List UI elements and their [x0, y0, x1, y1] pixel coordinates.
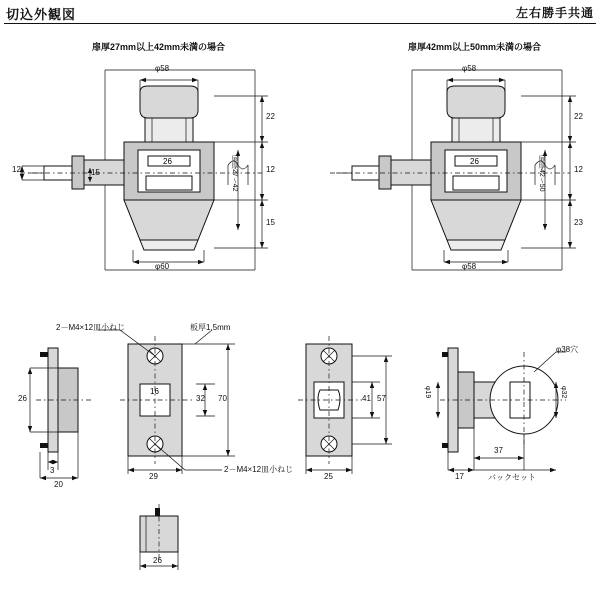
left-dim-right-bot: 15 — [266, 218, 275, 227]
right-dim-right-mid: 12 — [574, 165, 583, 174]
caption-right-case: 扉厚42mm以上50mm未満の場合 — [408, 42, 542, 52]
left-dia-bottom-label: φ60 — [155, 262, 170, 271]
left-dim-right-top: 22 — [266, 112, 275, 121]
v2-bottom-width-label: 29 — [149, 472, 158, 481]
v4-dia-right-label: φ32 — [560, 386, 567, 399]
page-title: 切込外観図 — [6, 7, 77, 22]
v1-thin-label: 3 — [50, 466, 55, 475]
bottom-view-1 — [28, 348, 92, 480]
bottom-view-3 — [298, 336, 392, 474]
v3-dim-h2-label: 57 — [377, 394, 386, 403]
svg-text:26: 26 — [163, 157, 172, 166]
v4-dia-left-label: φ19 — [424, 386, 431, 399]
backset-label: バックセット — [488, 473, 536, 482]
right-dim-right-bot: 23 — [574, 218, 583, 227]
v1-width-label: 20 — [54, 480, 63, 489]
right-dia-top-label: φ58 — [462, 64, 477, 73]
right-dim-right-top: 22 — [574, 112, 583, 121]
plate-thickness-note: 板厚1.5mm — [190, 323, 231, 332]
bottom-view-2 — [98, 330, 235, 474]
v2-inner-height-label: 32 — [196, 394, 205, 403]
left-dim-door: 扉厚27～42 — [231, 155, 238, 192]
left-dim-left: 12 — [12, 165, 21, 174]
left-dia-top-label: φ58 — [155, 64, 170, 73]
v2-outer-height-label: 70 — [218, 394, 227, 403]
v4-dim-b-label: 37 — [494, 446, 503, 455]
v3-dim-h-label: 41 — [362, 394, 371, 403]
v4-dim-a-label: 17 — [455, 472, 464, 481]
svg-text:16: 16 — [150, 387, 159, 396]
right-dia-bottom-label: φ58 — [462, 262, 477, 271]
v3-dim-w-label: 25 — [324, 472, 333, 481]
left-dim-inner: 15 — [91, 168, 100, 177]
screw-note-top: 2－M4×12皿小ねじ — [56, 323, 126, 332]
page-title-right: 左右勝手共通 — [515, 6, 594, 20]
left-dim-right-mid: 12 — [266, 165, 275, 174]
right-dim-door: 扉厚42～50 — [538, 155, 545, 192]
v4-hole-dia-label: φ38穴 — [556, 345, 579, 354]
v5-width-label: 26 — [153, 556, 162, 565]
screw-note-bottom: 2－M4×12皿小ねじ — [224, 465, 294, 474]
caption-left-case: 扉厚27mm以上42mm未満の場合 — [92, 42, 226, 52]
v1-height-label: 26 — [18, 394, 27, 403]
svg-text:26: 26 — [470, 157, 479, 166]
